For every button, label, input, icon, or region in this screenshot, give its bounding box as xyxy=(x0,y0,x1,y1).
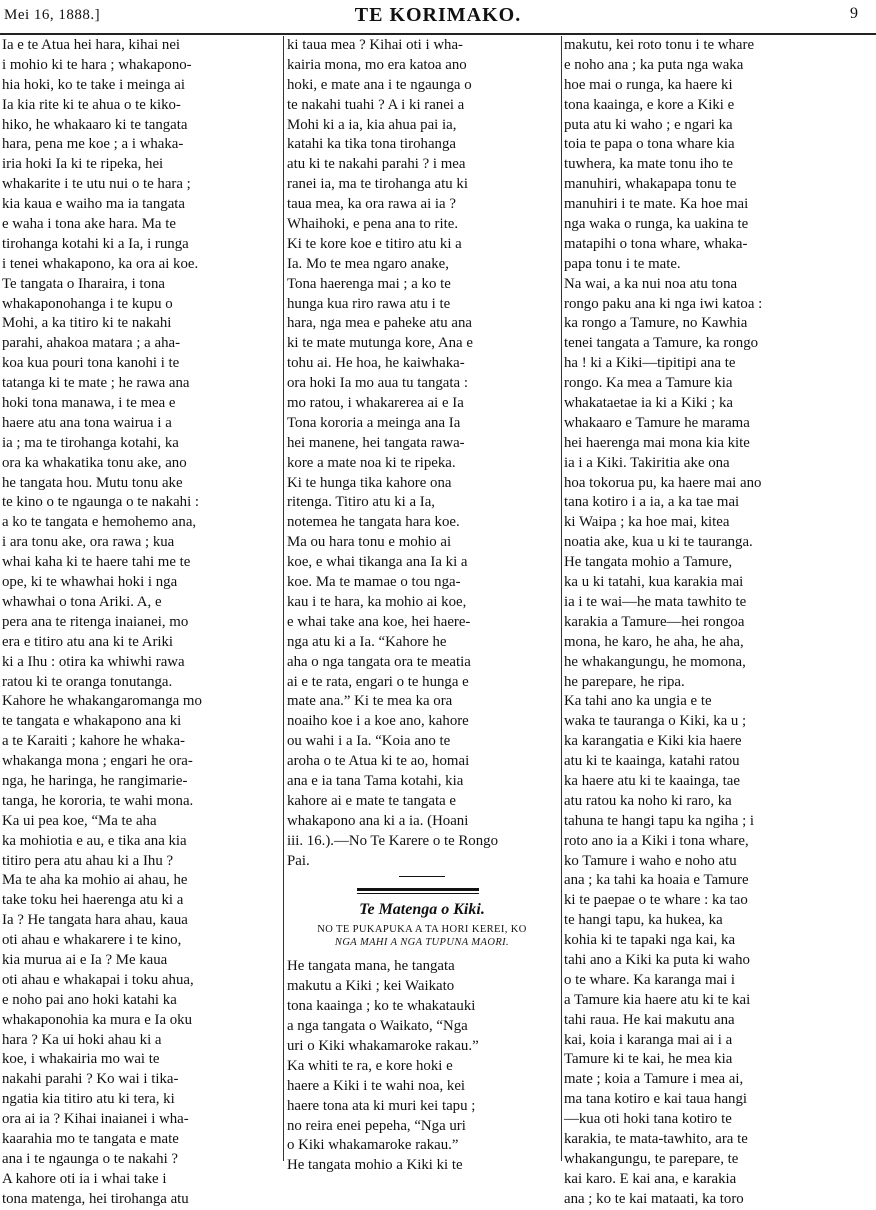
newspaper-title: TE KORIMAKO. xyxy=(354,4,522,26)
issue-date: Mei 16, 1888.] xyxy=(4,7,101,23)
text-line: atu ki te nakahi parahi ? i mea xyxy=(287,156,466,173)
section-subtitle: NGA MAHI A NGA TUPUNA MAORI. xyxy=(334,937,510,949)
text-line: ki taua mea ? Kihai oti i wha- xyxy=(287,37,464,53)
text-line: i tenei whakapono, ka ora ai koe. xyxy=(2,255,199,272)
text-line: a nga tangata o Waikato, “Nga xyxy=(287,1018,468,1035)
text-line: oti ahau e whakapai i toku ahua, xyxy=(2,971,194,988)
section-title: Te Matenga o Kiki. xyxy=(359,901,485,919)
text-line: hei manene, hei tangata rawa- xyxy=(287,434,465,451)
text-line: ngatia kia titiro atu ki tera, ki xyxy=(2,1091,175,1108)
text-line: ki Waipa ; ka hoe mai, kitea xyxy=(564,514,730,531)
column-2 xyxy=(287,36,557,1174)
text-line: tahuna te hangi tapu ka ngiha ; i xyxy=(564,812,755,829)
text-line: koe, i whakairia mo wai te xyxy=(2,1051,160,1068)
text-line: koe, e whai tikanga ana Ia ki a xyxy=(287,554,468,571)
text-line: ora ai ia ? Kihai inaianei i wha- xyxy=(2,1111,189,1128)
text-line: hara, pena me koe ; a i whaka- xyxy=(2,136,184,153)
text-line: matapihi o tona whare, whaka- xyxy=(564,235,748,252)
text-line: titiro pera atu ahau ki a Ihu ? xyxy=(2,852,174,869)
text-line: manuhiri, whakapapa tonu te xyxy=(564,176,737,193)
text-line: makutu, kei roto tonu i te whare xyxy=(564,37,755,53)
text-line: whakangungu, te parepare, te xyxy=(564,1150,739,1167)
text-line: aha o nga tangata ora te meatia xyxy=(287,653,471,670)
text-line: noatia ake, kua u ki te tauranga. xyxy=(564,534,753,551)
text-line: ia i a Kiki. Takiritia ake ona xyxy=(564,454,730,471)
text-line: haere tona ata ki muri kei tapu ; xyxy=(287,1097,476,1114)
column-2-article-start xyxy=(287,957,557,1176)
column-divider xyxy=(561,36,562,1161)
text-line: Tona haerenga mai ; a ko te xyxy=(287,275,451,292)
text-line: kore a mate noa ki te ripeka. xyxy=(287,454,456,471)
text-line: hoa tokorua pu, ka haere mai ano xyxy=(564,474,762,491)
text-line: noaiho koe i a koe ano, kahore xyxy=(287,713,469,730)
text-line: Ma te aha ka mohio ai ahau, he xyxy=(2,872,188,889)
text-line: hara, nga mea e paheke atu ana xyxy=(287,315,473,332)
text-line: ka mohiotia e au, e tika ana kia xyxy=(2,832,187,849)
text-line: hia hoki, ko te take i meinga ai xyxy=(2,76,186,93)
text-line: tohu ai. He hoa, he kaiwhaka- xyxy=(287,355,465,372)
text-line: kai karo. E kai ana, e karakia xyxy=(564,1170,737,1187)
text-line: hiko, he whakaaro ki te tangata xyxy=(2,116,188,133)
section-divider xyxy=(287,883,557,897)
text-line: ki te mate mutunga kore, Ana e xyxy=(287,335,473,352)
text-line: ana ; ka tahi ka hoaia e Tamure xyxy=(564,872,749,889)
text-line: Ia kia rite ki te ahua o te kiko- xyxy=(2,96,181,113)
text-line: hunga kua riro rawa atu i te xyxy=(287,295,451,312)
text-line: nga, he haringa, he rangimarie- xyxy=(2,772,188,789)
text-line: e noho ana ; ka puta nga waka xyxy=(564,56,744,73)
text-line: mate ; koia a Tamure i mea ai, xyxy=(564,1071,744,1088)
text-line: a Tamure kia haere atu ki te kai xyxy=(564,991,751,1008)
text-line: nakahi parahi ? Ko wai i tika- xyxy=(2,1071,179,1088)
text-line: koe. Ma te mamae o tou nga- xyxy=(287,574,461,591)
text-line: He tangata mohio a Tamure, xyxy=(564,554,733,571)
text-line: tatanga ki te mate ; he rawa ana xyxy=(2,375,190,392)
text-line: he parepare, he ripa. xyxy=(564,673,685,690)
text-line: toia te papa o tona whare kia xyxy=(564,136,735,153)
text-line: manuhiri i te mate. Ka hoe mai xyxy=(564,196,749,213)
text-line: a ko te tangata e hemohemo ana, xyxy=(2,514,197,531)
text-line: papa tonu i te mate. xyxy=(564,255,681,272)
text-line: tona kaainga ; ko te whakatauki xyxy=(287,998,476,1015)
text-line: hoki tona manawa, i te mea e xyxy=(2,395,176,412)
text-line: kai, koia i karanga mai ai i a xyxy=(564,1031,733,1048)
text-line: whai kaha ki te haere tahi me te xyxy=(2,554,191,571)
text-line: Pai. xyxy=(287,852,310,869)
text-line: ora ka whakatika tonu ake, ano xyxy=(2,454,187,471)
text-line: waka te tauranga o Kiki, ka u ; xyxy=(564,713,747,730)
column-2-article-end xyxy=(287,36,557,871)
text-line: ka karangatia e Kiki kia haere xyxy=(564,733,742,750)
text-line: e waha i tona ake hara. Ma te xyxy=(2,216,176,233)
text-line: koa kua pouri tona kanohi i te xyxy=(2,355,180,372)
text-line: ana e ia tana Tama kotahi, kia xyxy=(287,772,464,789)
text-line: whakanga mona ; engari he ora- xyxy=(2,753,193,770)
text-line: karakia, te mata-tawhito, ara te xyxy=(564,1130,748,1147)
text-line: ia i te wai—he mata tawhito te xyxy=(564,593,747,610)
text-line: —kua oti hoki tana kotiro te xyxy=(564,1111,732,1128)
text-line: Te tangata o Iharaira, i tona xyxy=(2,275,165,292)
text-line: ana ; ko te kai mataati, ka toro xyxy=(564,1190,744,1207)
text-line: i mohio ki te hara ; whakapono- xyxy=(2,56,192,73)
text-line: tanga, he kororia, te wahi mona. xyxy=(2,792,194,809)
text-line: Mohi, a ka titiro ki te nakahi xyxy=(2,315,172,332)
text-line: Na wai, a ka nui noa atu tona xyxy=(564,275,738,292)
text-line: taua mea, ka ora rawa ai ia ? xyxy=(287,196,456,213)
text-line: tona matenga, hei tirohanga atu xyxy=(2,1190,189,1207)
text-line: Whaihoki, e pena ana to rite. xyxy=(287,216,459,233)
text-line: Ka ui pea koe, “Ma te aha xyxy=(2,812,157,829)
header-rule xyxy=(0,33,876,35)
text-line: mate ana.” Ki te mea ka ora xyxy=(287,693,453,710)
text-line: Tamure ki te kai, he mea kia xyxy=(564,1051,733,1068)
text-line: o Kiki whakamaroke rakau.” xyxy=(287,1137,459,1154)
text-line: kairia mona, mo era katoa ano xyxy=(287,56,467,73)
text-line: roto ano ia a Kiki i tona whare, xyxy=(564,832,749,849)
page-number: 9 xyxy=(850,5,858,22)
text-line: atu ratou ka noho ki raro, ka xyxy=(564,792,732,809)
text-line: ki a Ihu : otira ka whiwhi rawa xyxy=(2,653,185,670)
text-line: puta atu ki waho ; e ngari ka xyxy=(564,116,733,133)
text-line: uri o Kiki whakamaroke rakau.” xyxy=(287,1037,479,1054)
column-1 xyxy=(2,36,281,1207)
text-line: ko Tamure i waho e noho atu xyxy=(564,852,737,869)
text-line: kohia ki te tapaki nga kai, ka xyxy=(564,932,736,949)
end-rule xyxy=(287,871,557,883)
text-line: karakia a Tamure—hei rongoa xyxy=(564,613,745,630)
text-line: He tangata mohio a Kiki ki te xyxy=(287,1157,463,1174)
text-line: Ma ou hara tonu e mohio ai xyxy=(287,534,452,551)
text-line: kahore ai e mate te tangata e xyxy=(287,792,456,809)
text-line: ha ! ki a Kiki—tipitipi ana te xyxy=(564,355,736,372)
text-line: whawhai o tona Ariki. A, e xyxy=(2,593,162,610)
text-line: mo ratou, i whakarerea ai e Ia xyxy=(287,395,464,412)
text-line: haere a Kiki i te wahi noa, kei xyxy=(287,1077,466,1094)
text-line: haere atu ana tona wairua i a xyxy=(2,414,172,431)
text-line: Ki te kore koe e titiro atu ki a xyxy=(287,235,462,252)
text-line: aroha o te Atua ki te ao, homai xyxy=(287,753,470,770)
text-line: he tangata hou. Mutu tonu ake xyxy=(2,474,183,491)
text-line: whakaponohanga i te kupu o xyxy=(2,295,173,312)
text-line: ritenga. Titiro atu ki a Ia, xyxy=(287,494,436,511)
text-line: makutu a Kiki ; kei Waikato xyxy=(287,978,455,995)
text-line: kia kaua e waiho ma ia tangata xyxy=(2,196,185,213)
text-line: oti ahau e whakarere i te kino, xyxy=(2,932,182,949)
text-line: te kino o te ngaunga o te nakahi : xyxy=(2,494,200,511)
text-line: kia murua ai e Ia ? Me kaua xyxy=(2,951,168,968)
text-line: atu ki te kaainga, katahi ratou xyxy=(564,753,740,770)
text-line: hara ? Ka ui hoki ahau ki a xyxy=(2,1031,162,1048)
text-line: Ia ? He tangata hara ahau, kaua xyxy=(2,912,188,929)
text-line: hei haerenga mai mona kia kite xyxy=(564,434,750,451)
text-line: e whai take ana koe, hei haere- xyxy=(287,613,471,630)
text-line: tenei tangata a Tamure, ka rongo xyxy=(564,335,759,352)
text-line: nga atu ki a Ia. “Kahore he xyxy=(287,633,447,650)
text-line: ratou ki te oranga tonutanga. xyxy=(2,673,173,690)
text-line: A kahore oti ia i whai take i xyxy=(2,1170,167,1187)
text-line: tona kaainga, e kore a Kiki e xyxy=(564,96,735,113)
column-divider xyxy=(283,36,284,1161)
text-line: mona, he karo, he aha, he aha, xyxy=(564,633,744,650)
text-line: katahi ka tika tona tirohanga xyxy=(287,136,456,153)
text-line: rongo paku ana ki nga iwi katoa : xyxy=(564,295,763,312)
text-line: o te whare. Ka karanga mai i xyxy=(564,971,736,988)
text-line: e noho pai ano hoki katahi ka xyxy=(2,991,177,1008)
text-line: tahi raua. He kai makutu ana xyxy=(564,1011,735,1028)
text-line: era e titiro atu ana ki te Ariki xyxy=(2,633,174,650)
text-line: Ia. Mo te mea ngaro anake, xyxy=(287,255,449,272)
text-line: iii. 16.).—No Te Karere o te Rongo xyxy=(287,832,498,849)
text-line: notemea he tangata hara koe. xyxy=(287,514,460,531)
text-line: ranei ia, ma te tirohanga atu ki xyxy=(287,176,468,193)
text-line: tahi ano a Kiki ka puta ki waho xyxy=(564,951,750,968)
text-line: pera ana te ritenga inaianei, mo xyxy=(2,613,189,630)
text-line: hoe mai o runga, ka haere ki xyxy=(564,76,733,93)
text-line: ia ; ma te tirohanga kotahi, ka xyxy=(2,434,179,451)
text-line: Ia e te Atua hei hara, kihai nei xyxy=(2,37,181,53)
text-line: ou wahi i a Ia. “Koia ano te xyxy=(287,733,451,750)
page-header xyxy=(0,0,876,34)
text-line: ka rongo a Tamure, no Kawhia xyxy=(564,315,748,332)
section-subtitle: NO TE PUKAPUKA A TA HORI KEREI, KO xyxy=(317,924,527,936)
text-line: nga waka o runga, ka uakina te xyxy=(564,216,749,233)
text-line: ka haere atu ki te kaainga, tae xyxy=(564,772,740,789)
text-line: he whakangungu, he momona, xyxy=(564,653,746,670)
text-line: whakapono ana ki a ia. (Hoani xyxy=(287,812,469,829)
text-line: Mohi ki a ia, kia ahua pai ia, xyxy=(287,116,457,133)
text-line: Kahore he whakangaromanga mo xyxy=(2,693,202,710)
text-line: parahi, ahakoa matara ; a aha- xyxy=(2,335,181,352)
text-line: ora hoki Ia mo aua tu tangata : xyxy=(287,375,468,392)
text-line: no reira enei pepeha, “Nga uri xyxy=(287,1117,466,1134)
text-line: whakaponohia ka mura e Ia oku xyxy=(2,1011,193,1028)
text-line: whakataetae ia ki a Kiki ; ka xyxy=(564,395,733,412)
text-line: kaarahia mo te tangata e mate xyxy=(2,1130,179,1147)
text-line: tirohanga kotahi ki a Ia, i runga xyxy=(2,235,189,252)
text-line: tana kotiro i a ia, a ka tae mai xyxy=(564,494,740,511)
text-line: ma tana kotiro e kai taua hangi xyxy=(564,1091,748,1108)
text-line: He tangata mana, he tangata xyxy=(287,958,455,975)
text-line: te nakahi tuahi ? A i ki ranei a xyxy=(287,96,465,113)
text-line: te tangata e whakapono ana ki xyxy=(2,713,182,730)
text-line: whakarite i te utu nui o te hara ; xyxy=(2,176,191,193)
text-line: hoki, e mate ana i te ngaunga o xyxy=(287,76,472,93)
text-line: Ka whiti te ra, e kore hoki e xyxy=(287,1057,453,1074)
text-line: ope, ki te whawhai hoki i nga xyxy=(2,574,178,591)
text-line: i ara tonu ake, ora rawa ; kua xyxy=(2,534,175,551)
text-line: Ka tahi ano ka ungia e te xyxy=(564,693,712,710)
text-line: ai e te rata, engari o te hunga e xyxy=(287,673,469,690)
text-line: kau i te hara, ka mohio ai koe, xyxy=(287,593,467,610)
column-3 xyxy=(564,36,870,1207)
text-line: Ki te hunga tika kahore ona xyxy=(287,474,452,491)
text-line: iria hoki Ia ki te ripeka, hei xyxy=(2,156,164,173)
text-line: Tona kororia a meinga ana Ia xyxy=(287,414,461,431)
text-line: ana i te ngaunga o te nakahi ? xyxy=(2,1150,178,1167)
text-line: ka u ki tatahi, kua karakia mai xyxy=(564,574,744,591)
text-line: ki te paepae o te whare : ka tao xyxy=(564,892,748,909)
text-line: te hangi tapu, ka hukea, ka xyxy=(564,912,723,929)
text-line: a te Karaiti ; kahore he whaka- xyxy=(2,733,185,750)
text-line: rongo. Ka mea a Tamure kia xyxy=(564,375,733,392)
text-line: tuwhera, ka mate tonu iho te xyxy=(564,156,733,173)
text-line: take toku hei haerenga atu ki a xyxy=(2,892,184,909)
text-line: whakaaro e Tamure he marama xyxy=(564,414,750,431)
